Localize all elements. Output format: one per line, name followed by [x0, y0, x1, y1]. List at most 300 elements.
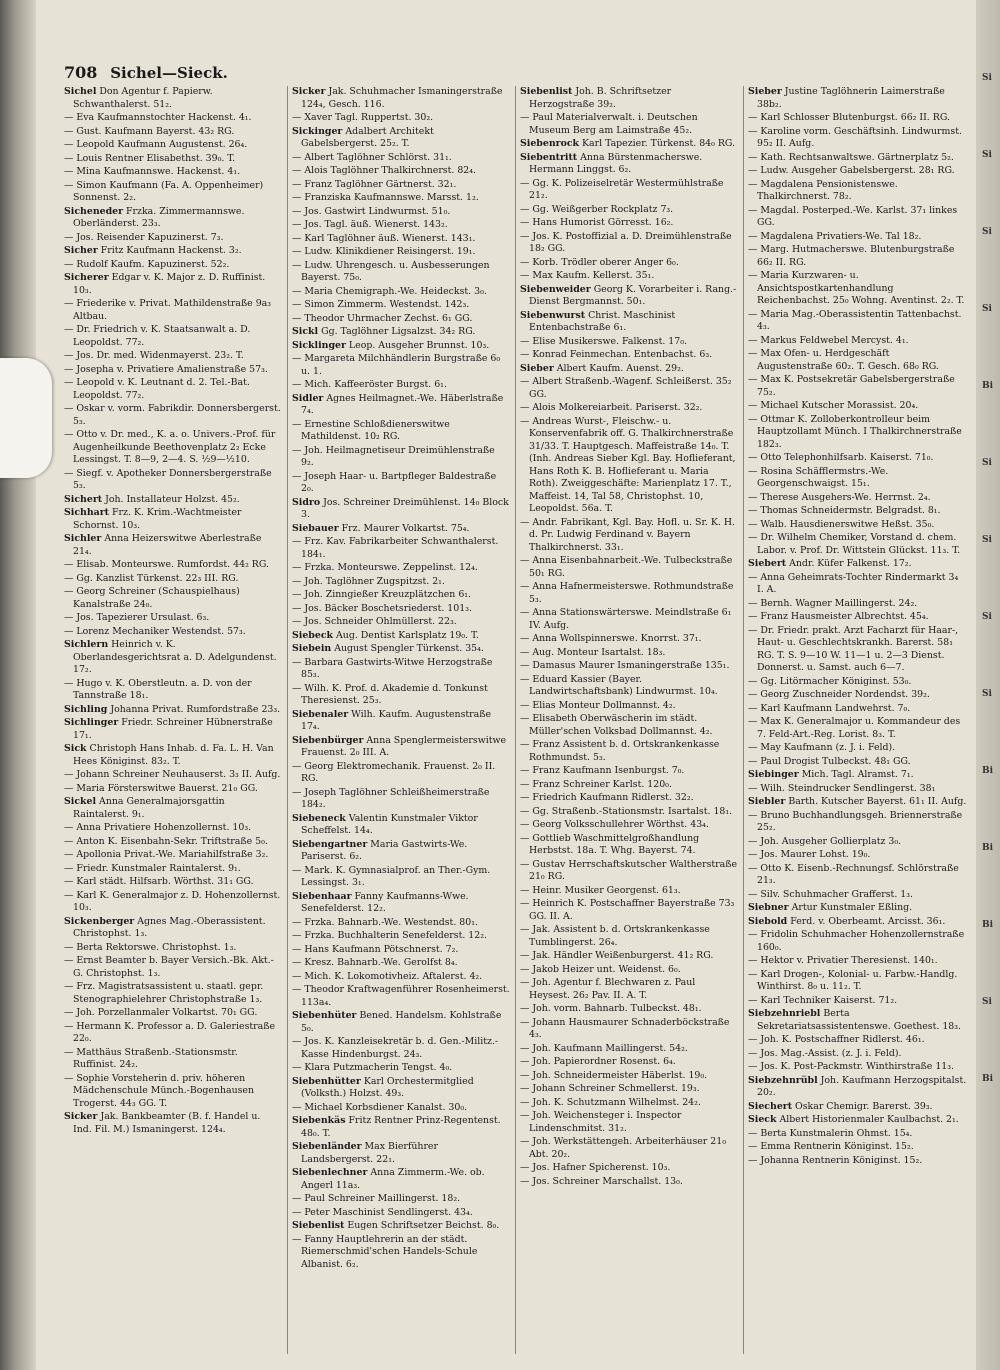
entry-surname: — [520, 1096, 530, 1108]
entry-surname: — [520, 230, 530, 242]
column-2 [288, 86, 516, 1354]
entry-surname: Sicher [64, 245, 98, 256]
directory-entry [64, 704, 282, 717]
entry-surname: Siebengartner [292, 838, 368, 850]
entry-details: Joh. K. Schutzmann Wilhelmst. 24₂. [532, 1096, 701, 1108]
entry-details: Gg. Weißgerber Rockplatz 7₃. [532, 203, 674, 215]
entry-details: Hektor v. Privatier Theresienst. 140₁. [760, 955, 938, 966]
entry-surname: Sicker [292, 86, 326, 97]
entry-surname: — [748, 994, 758, 1006]
edge-letter: Si [982, 73, 992, 83]
entry-details: Gg. Kanzlist Türkenst. 22₃ III. RG. [76, 572, 239, 584]
entry-surname: — [292, 1193, 302, 1204]
directory-entry [292, 1207, 510, 1220]
directory-entry [64, 507, 282, 532]
entry-surname: — [64, 363, 74, 375]
entry-details: Frz. Maurer Volkartst. 75₄. [341, 522, 470, 534]
entry-surname: — [748, 112, 758, 123]
directory-entry [64, 350, 282, 363]
entry-surname: — [292, 165, 302, 176]
entry-details: Hans Humorist Görresst. 16₂. [532, 217, 674, 228]
entry-details: Georg Zuschneider Nordendst. 39₂. [760, 689, 930, 700]
entry-details: Simon Kaufmann (Fa. A. Oppenheimer) Sonnenst. 2₂. [73, 179, 264, 203]
directory-entry [64, 836, 282, 849]
entry-surname: — [520, 1056, 530, 1067]
entry-surname: — [748, 782, 758, 794]
directory-entry [748, 995, 967, 1008]
directory-entry [520, 660, 738, 673]
directory-entry [64, 626, 282, 639]
entry-surname: — [64, 403, 74, 414]
directory-entry [748, 863, 967, 888]
entry-surname: — [292, 1206, 302, 1218]
directory-entry [64, 1111, 282, 1136]
entry-surname: — [748, 204, 758, 216]
entry-surname: — [520, 177, 530, 189]
entry-details: Joh. Heilmagnetiseur Dreimühlenstraße 9₂. [301, 444, 495, 468]
entry-details: Johann Schreiner Schmellerst. 19₃. [532, 1083, 700, 1094]
entry-details: Georg K. Vorarbeiter i. Rang.-Dienst Bergmannst. 50₁. [529, 283, 737, 307]
directory-entry [64, 180, 282, 205]
entry-surname: — [292, 418, 302, 430]
entry-surname: — [64, 166, 74, 177]
directory-entry [748, 1034, 967, 1047]
entry-details: Eduard Kassier (Bayer. Landwirtschaftsbank) Lindwurmst. 10₄. [529, 673, 718, 697]
entry-surname: — [292, 562, 302, 573]
entry-surname: — [292, 786, 302, 798]
entry-surname: Sichlinger [64, 717, 119, 728]
entry-surname: — [64, 835, 74, 847]
entry-details: Jos. Schreiner Marschallst. 13₀. [532, 1175, 683, 1187]
entry-surname: — [748, 1047, 758, 1059]
directory-entry [748, 969, 967, 994]
entry-surname: — [520, 1003, 530, 1014]
entry-details: Lorenz Mechaniker Westendst. 57₃. [76, 625, 246, 637]
directory-entry [292, 562, 510, 575]
directory-entry [520, 112, 738, 137]
entry-details: Jak. Bankbeamter (B. f. Handel u. Ind. Fil. M.) Ismaningerst. 124₄. [73, 1111, 261, 1135]
entry-details: Joh. Weichensteger i. Inspector Lindenschmitst. 31₂. [529, 1110, 682, 1134]
entry-surname: — [748, 125, 758, 137]
directory-entry [64, 942, 282, 955]
entry-details: Georg Volksschullehrer Wörthst. 43₄. [532, 819, 709, 830]
directory-entry [292, 260, 510, 285]
directory-entry [520, 1017, 738, 1042]
entry-surname: Siebner [748, 902, 789, 913]
entry-details: Fritz Rentner Prinz-Regentenst. 48₀. T. [301, 1115, 501, 1139]
directory-entry [748, 270, 967, 308]
entry-surname: — [748, 1061, 758, 1072]
entry-surname: — [64, 612, 74, 623]
entry-details: Fritz Kaufmann Hackenst. 3₂. [100, 245, 242, 256]
directory-entry [748, 611, 967, 624]
directory-entry [292, 643, 510, 656]
directory-entry [748, 1101, 967, 1114]
entry-surname: — [292, 379, 302, 390]
entry-surname: — [748, 308, 758, 320]
entry-surname: — [748, 809, 758, 821]
directory-entry [292, 709, 510, 734]
entry-surname: — [64, 350, 74, 361]
directory-entry [748, 676, 967, 689]
entry-surname: — [292, 656, 302, 668]
entry-details: Franz Hausmeister Albrechtst. 45₄. [760, 611, 929, 622]
entry-details: Jos. Hafner Spicherenst. 10₃. [532, 1162, 671, 1173]
entry-surname: Siebert [748, 558, 787, 569]
entry-surname: Sichel [64, 86, 97, 97]
entry-surname: — [520, 1069, 530, 1081]
entry-surname: — [748, 244, 758, 255]
directory-entry [292, 957, 510, 970]
entry-details: Johanna Rentnerin Königinst. 15₂. [760, 1154, 923, 1166]
directory-entry [292, 1234, 510, 1272]
entry-surname: — [64, 782, 74, 794]
entry-details: Peter Maschinist Sendlingerst. 43₄. [304, 1206, 473, 1218]
entry-surname: — [520, 402, 530, 413]
entry-details: Barbara Gastwirts-Witwe Herzogstraße 85₃. [301, 656, 493, 680]
directory-entry [748, 955, 967, 968]
entry-details: Anna Privatiere Hohenzollernst. 10₃. [76, 822, 252, 833]
entry-details: Joh. Papierordner Rosenst. 6₄. [532, 1056, 676, 1067]
entry-surname: — [748, 689, 758, 700]
entry-details: Karl Schlosser Blutenburgst. 66₂ II. RG. [760, 112, 950, 123]
entry-surname: Siebzehnrübl [748, 1074, 818, 1086]
directory-entry [64, 166, 282, 179]
directory-entry [748, 112, 967, 125]
entry-details: Leopold v. K. Leutnant d. 2. Tel.-Bat. Leopoldst. 77₂. [73, 377, 250, 401]
directory-entry [292, 630, 510, 643]
entry-details: Anna Spenglermeisterswitwe Frauenst. 2₀ III. A. [301, 734, 507, 758]
entry-details: Bruno Buchhandlungsgeh. Briennerstraße 25₂. [757, 809, 963, 833]
entry-details: Hans Kaufmann Pötschnerst. 7₂. [304, 943, 459, 955]
directory-entry [292, 589, 510, 602]
entry-details: Sophie Vorsteherin d. priv. höheren Mädchenschule Münch.-Bogenhausen Trogerst. 44₃ GG. T. [73, 1072, 255, 1109]
entry-surname: — [292, 916, 302, 928]
entry-details: Oskar v. vorm. Fabrikdir. Donnersbergerst. 5₃. [73, 403, 281, 427]
entry-surname: Siebler [748, 796, 786, 807]
entry-surname: — [292, 353, 302, 364]
directory-entry [292, 735, 510, 760]
entry-details: Friederike v. Privat. Mathildenstraße 9a₃ Altbau. [73, 298, 272, 322]
directory-entry [748, 179, 967, 204]
entry-details: Frzka. Bahnarb.-We. Westendst. 80₁. [304, 916, 478, 928]
entry-surname: — [292, 192, 302, 203]
entry-surname: Sick [64, 743, 87, 754]
entry-surname: — [520, 739, 530, 750]
entry-details: Karoline vorm. Geschäftsinh. Lindwurmst. 95₂ II. Aufg. [757, 125, 962, 149]
entry-details: Berta Kunstmalerin Ohmst. 15₄. [760, 1127, 913, 1139]
directory-entry [64, 639, 282, 677]
directory-entry [520, 1083, 738, 1096]
directory-entry [520, 376, 738, 401]
entry-details: Andreas Wurst-, Fleischw.- u. Konservenfabrik off. G. Thalkirchnerstraße 31/33. T. Hauptgesch. Maffeistraße 14₀. T. (Inh. Andreas Sieber Kgl. Bay. Hoflieferant, Hans Roth K. B. Hoflieferant u. Maria Roth). Zweiggeschäfte: Marienplatz 17. T., Maffeist. 14, Tal 58, Christophst. 10, Leopoldst. 56a. T. [529, 415, 736, 514]
entry-details: Heinrich v. K. Oberlandesgerichtsrat a. D. Adelgundenst. 17₂. [73, 639, 277, 675]
entry-details: Rosina Schäfflermstrs.-We. Georgenschwaigst. 15₁. [757, 465, 889, 489]
directory-entry [748, 492, 967, 505]
entry-details: Joh. Porzellanmaler Volkartst. 70₁ GG. [76, 1007, 258, 1018]
entry-surname: — [64, 862, 74, 874]
entry-surname: Sicherer [64, 272, 109, 283]
entry-surname: — [520, 217, 530, 228]
directory-entry [520, 416, 738, 516]
entry-details: Johann Hausmaurer Schnaderböckstraße 4₃. [529, 1016, 730, 1040]
entry-details: Dr. Wilhelm Chemiker, Vorstand d. chem. Labor. v. Prof. Dr. Wittstein Glückst. 11₃. T. [757, 532, 961, 556]
directory-entry [520, 806, 738, 819]
entry-details: Jos. Gastwirt Lindwurmst. 51₀. [304, 205, 451, 217]
entry-surname: — [748, 400, 758, 411]
directory-entry [748, 519, 967, 532]
directory-entry [520, 517, 738, 555]
entry-details: Ferd. v. Oberbeamt. Arcisst. 36₁. [790, 915, 946, 927]
entry-surname: — [520, 1162, 530, 1173]
directory-entry [748, 165, 967, 178]
directory-entry [748, 1061, 967, 1074]
entry-details: Apollonia Privat.-We. Mariahilfstraße 3₂. [76, 849, 269, 860]
entry-surname: — [292, 219, 302, 230]
directory-entry [64, 232, 282, 245]
entry-details: Anna Eisenbahnarbeit.-We. Tulbeckstraße 50₁ RG. [529, 555, 733, 579]
entry-details: Eugen Schriftsetzer Beichst. 8₀. [347, 1220, 500, 1231]
directory-entry [748, 348, 967, 373]
entry-surname: — [64, 258, 74, 270]
entry-details: Jos. Schreiner Dreimühlenst. 14₀ Block 3. [301, 496, 509, 520]
entry-details: August Spengler Türkenst. 35₄. [334, 643, 484, 654]
entry-details: Karl Orchestermitglied (Volksth.) Holzst. 49₃. [301, 1075, 474, 1099]
entry-surname: — [64, 152, 74, 164]
entry-surname: — [748, 178, 758, 190]
entry-surname: — [64, 1020, 74, 1032]
directory-entry [748, 810, 967, 835]
entry-surname: — [520, 1083, 530, 1094]
entry-surname: Sicklinger [292, 339, 346, 351]
entry-surname: — [292, 1101, 302, 1113]
directory-entry [292, 233, 510, 246]
entry-details: Jos. K. Postoffizial a. D. Dreimühlenstraße 18₂ GG. [529, 230, 732, 254]
entry-details: Thomas Schneidermstr. Belgradst. 8₁. [760, 505, 941, 516]
directory-entry [748, 86, 967, 111]
directory-entry [748, 126, 967, 151]
entry-details: Ludw. Uhrengesch. u. Ausbesserungen Bayerst. 75₀. [301, 259, 490, 283]
entry-details: Joh. Kaufmann Maillingerst. 54₂. [532, 1042, 688, 1054]
entry-surname: Siebenlist [292, 1220, 345, 1231]
entry-details: Anna Generalmajorsgattin Raintalerst. 9₁. [73, 796, 225, 820]
directory-entry [520, 581, 738, 606]
entry-details: Edgar v. K. Major z. D. Ruffinist. 10₃. [73, 272, 266, 296]
directory-entry [520, 310, 738, 335]
directory-entry [64, 494, 282, 507]
entry-surname: — [64, 981, 74, 992]
entry-surname: — [64, 955, 74, 966]
entry-details: Ottmar K. Zolloberkontrolleur beim Hauptzollamt Münch. I Thalkirchnerstraße 182₃. [757, 413, 962, 450]
entry-details: Heinrich K. Postschaffner Bayerstraße 73₃ GG. II. A. [529, 898, 735, 922]
entry-details: Friedrich Kaufmann Ridlerst. 32₂. [532, 792, 694, 803]
entry-details: Jak. Schuhmacher Ismaningerstraße 124₄, Gesch. 116. [301, 86, 503, 110]
entry-surname: — [520, 1110, 530, 1121]
directory-entry [748, 1141, 967, 1154]
directory-entry [292, 246, 510, 259]
entry-surname: — [292, 575, 302, 587]
directory-entry [520, 86, 738, 111]
entry-details: Karl Kaufmann Landwehrst. 7₀. [760, 702, 911, 714]
entry-surname: — [748, 165, 758, 176]
directory-entry [292, 497, 510, 522]
entry-details: Joseph Taglöhner Schleißheimerstraße 184₂. [301, 786, 490, 810]
entry-details: Michael Korbsdiener Kanalst. 30₀. [304, 1101, 468, 1113]
entry-details: Louis Rentner Elisabethst. 39₀. T. [76, 152, 236, 164]
entry-details: Albert Kaufm. Auenst. 29₂. [556, 362, 684, 374]
entry-surname: — [520, 646, 530, 658]
entry-details: Georg Schreiner (Schauspielhaus) Kanalstraße 24₀. [73, 586, 240, 610]
entry-details: Elisabeth Oberwäscherin im städt. Müller'schen Volksbad Dollmannst. 4₂. [529, 713, 713, 737]
entry-surname: Siebold [748, 915, 788, 927]
entry-surname: — [64, 625, 74, 637]
directory-entry [520, 555, 738, 580]
entry-surname: — [748, 270, 758, 281]
directory-entry [748, 716, 967, 741]
directory-entry [64, 377, 282, 402]
entry-surname: — [748, 702, 758, 714]
entry-surname: — [64, 324, 74, 335]
entry-surname: — [292, 536, 302, 547]
edge-letter: Bi [982, 381, 994, 391]
entry-surname: — [520, 415, 530, 427]
entry-details: Ernestine Schloßdienerswitwe Mathildenst. 10₂ RG. [301, 418, 450, 442]
entry-details: Joh. Agentur f. Blechwaren z. Paul Heysest. 26₂ Pav. II. A. T. [529, 977, 696, 1001]
entry-details: Paul Drogist Tulbeckst. 48₁ GG. [760, 755, 911, 767]
entry-surname: Siebenaler [292, 708, 349, 720]
entry-surname: — [748, 1127, 758, 1139]
entry-surname: — [520, 256, 530, 268]
entry-surname: — [64, 429, 74, 440]
entry-surname: — [292, 178, 302, 190]
entry-surname: — [520, 819, 530, 830]
entry-surname: — [64, 769, 74, 780]
directory-entry [748, 374, 967, 399]
directory-entry [520, 257, 738, 270]
directory-entry [292, 179, 510, 192]
entry-surname: — [520, 581, 530, 592]
directory-entry [520, 885, 738, 898]
directory-entry [748, 205, 967, 230]
entry-surname: — [292, 299, 302, 310]
entry-surname: — [520, 963, 530, 975]
edge-letter: Bi [982, 920, 994, 930]
entry-details: Xaver Tagl. Ruppertst. 30₂. [304, 112, 434, 123]
edge-letter: Si [982, 612, 992, 622]
entry-surname: — [520, 376, 530, 387]
entry-surname: — [292, 470, 302, 482]
entry-surname: Siebenkäs [292, 1115, 346, 1126]
entry-surname: — [748, 929, 758, 940]
entry-surname: — [748, 452, 758, 463]
entry-details: Markus Feldwebel Mercyst. 4₁. [760, 334, 909, 346]
entry-surname: Siebenlechner [292, 1167, 368, 1178]
entry-details: Gg. Taglöhner Ligsalzst. 34₂ RG. [321, 326, 476, 337]
entry-details: Jos. Tagl. äuß. Wienerst. 143₂. [304, 219, 448, 230]
entry-details: Christ. Maschinist Entenbachstraße 6₁. [529, 309, 676, 333]
directory-entry [292, 353, 510, 378]
directory-entry [292, 683, 510, 708]
entry-surname: — [64, 125, 74, 137]
edge-letter: Si [982, 535, 992, 545]
entry-surname: — [748, 491, 758, 503]
directory-entry [292, 984, 510, 1009]
entry-surname: — [520, 673, 530, 685]
entry-details: Jakob Heizer unt. Weidenst. 6₀. [532, 963, 681, 975]
directory-entry [292, 192, 510, 205]
entry-details: Agnes Mag.-Oberassistent. Christophst. 1₃. [73, 915, 266, 939]
directory-entry [520, 633, 738, 646]
entry-surname: — [520, 203, 530, 215]
entry-surname: — [748, 505, 758, 516]
entry-details: Jos. Reisender Kapuzinerst. 7₃. [76, 231, 224, 243]
entry-surname: — [748, 862, 758, 874]
entry-details: Konrad Feinmechan. Entenbachst. 6₃. [532, 349, 713, 360]
directory-entry [520, 950, 738, 963]
entry-details: Friedr. Schreiner Hübnerstraße 17₁. [73, 717, 273, 741]
entry-surname: — [748, 532, 758, 543]
entry-details: Joh. B. Schriftsetzer Herzogstraße 39₂. [529, 86, 672, 110]
entry-details: Frz. Kav. Fabrikarbeiter Schwanthalerst. 184₁. [301, 536, 499, 560]
entry-details: Gustav Herrschaftskutscher Waltherstraße 21₀ RG. [529, 858, 738, 882]
entry-surname: Sichler [64, 533, 102, 544]
entry-details: Heinr. Musiker Georgenst. 61₃. [532, 884, 681, 896]
entry-surname: — [520, 950, 530, 961]
directory-entry [520, 713, 738, 738]
directory-entry [64, 876, 282, 889]
directory-entry [64, 769, 282, 782]
entry-details: Joseph Haar- u. Bartpfleger Baldestraße 2₀. [301, 470, 497, 494]
entry-details: Agnes Heilmagnet.-We. Häberlstraße 7₄. [301, 392, 504, 416]
entry-surname: — [520, 778, 530, 790]
entry-details: Maria Kurzwaren- u. Ansichtspostkartenhandlung Reichenbachst. 25₀ Wohng. Aventinst. 2₂. T. [757, 270, 965, 306]
entry-details: Karl Drogen-, Kolonial- u. Farbw.-Handlg. Winthirst. 8₀ u. 11₂. T. [757, 968, 958, 992]
entry-details: Fanny Hauptlehrerin an der städt. Riemerschmid'schen Handels-Schule Albanist. 6₂. [301, 1233, 478, 1270]
entry-details: Maria Mag.-Oberassistentin Tattenbachst. 4₃. [757, 308, 962, 332]
entry-surname: — [520, 1175, 530, 1187]
entry-details: Johann Schreiner Neuhauserst. 3₃ II. Aufg. [76, 769, 281, 780]
entry-surname: — [748, 835, 758, 847]
entry-details: Hugo v. K. Oberstleutn. a. D. von der Tannstraße 18₁. [73, 677, 252, 701]
entry-details: Max Kaufm. Kellerst. 35₁. [532, 270, 655, 281]
directory-entry [292, 379, 510, 392]
edge-letter: Si [982, 689, 992, 699]
entry-surname: — [748, 1034, 758, 1045]
entry-details: Walb. Hausdienerswitwe Heßst. 35₀. [760, 518, 935, 530]
edge-letter: Si [982, 304, 992, 314]
entry-details: Frz. K. Krim.-Wachtmeister Schornst. 10₃. [73, 507, 242, 531]
entry-details: Alois Taglöhner Thalkirchnerst. 82₄. [304, 165, 477, 176]
entry-surname: Siebenweider [520, 283, 591, 295]
entry-surname: — [292, 259, 302, 271]
column-1 [60, 86, 288, 1354]
directory-entry [64, 139, 282, 152]
entry-details: Anna Wollspinnerswe. Knorrst. 37₁. [532, 633, 702, 644]
entry-details: Anna Geheimrats-Tochter Rindermarkt 3₄ I. A. [757, 571, 959, 595]
entry-details: Mich. Kaffeeröster Burgst. 6₁. [304, 379, 447, 390]
entry-details: Frzka. Monteurswe. Zeppelinst. 12₄. [304, 562, 478, 573]
directory-entry [748, 505, 967, 518]
entry-details: Max K. Postsekretär Gabelsbergerstraße 75₂. [757, 374, 955, 398]
directory-entry [520, 1070, 738, 1083]
entry-details: Joh. Kaufmann Herzogspitalst. 20₂. [757, 1074, 967, 1098]
entry-surname: Siebenhüter [292, 1010, 357, 1021]
entry-surname: — [520, 858, 530, 870]
entry-surname: — [748, 716, 758, 727]
entry-surname: — [520, 765, 530, 776]
entry-surname: — [748, 968, 758, 980]
entry-details: Elise Musikerswe. Falkenst. 17₀. [532, 335, 687, 347]
